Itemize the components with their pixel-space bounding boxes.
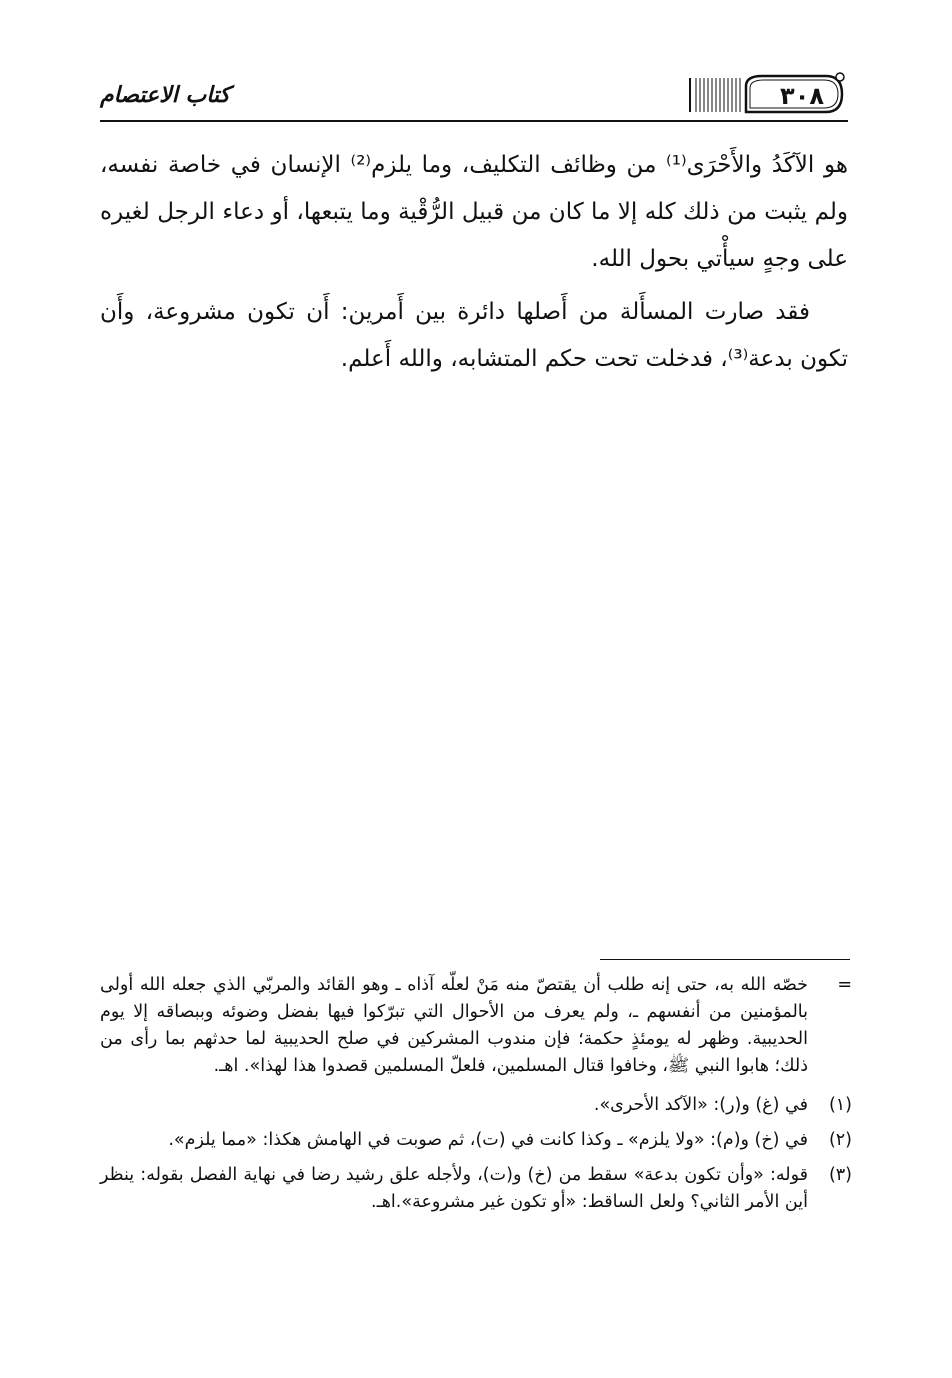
footnote-marker: = <box>837 975 852 995</box>
main-text <box>100 142 848 389</box>
footnote <box>100 1127 852 1154</box>
footnote <box>100 1092 852 1119</box>
footnote-marker: (١) <box>828 1095 852 1115</box>
paragraph: فقد صارت المسأَلة من أَصلها دائرة بين أَمرين: أَن تكون مشروعة، وأَن تكون بدعة⁽³⁾، فدخلت تحت حكم المتشابه، والله أَعلم. <box>100 299 848 372</box>
header-rule <box>100 120 848 122</box>
running-header <box>100 70 848 126</box>
footnote-text: خصّه الله به، حتى إنه طلب أن يقتصّ منه مَنْ لعلّه آذاه ـ وهو القائد والمربّي الذي جعله الله أولى بالمؤمنين من أنفسهم ـ، ولم يعرف من الأحوال التي تبرّكوا فيها بفضل وضوئه وببصاقه إلا يوم الحديبية. وظهر له يومئذٍ حكمة؛ فإن مندوب المشركين في صلح الحديبية لما حدثهم بما رأى من ذلك؛ هابوا النبي ﷺ، وخافوا قتال المسلمين، فلعلّ المسلمين قصدوا هذا لهذا». اهـ. <box>100 975 808 1076</box>
ornament-frame-icon <box>688 72 848 116</box>
paragraph: هو الآكَدُ والأَحْرَى⁽¹⁾ من وظائف التكليف، وما يلزم⁽²⁾ الإنسان في خاصة نفسه، ولم يثبت من ذلك كله إلا ما كان من قبيل الرُّقْية وما يتبعها، أو دعاء الرجل لغيره على وجهٍ سيأْتي بحول الله. <box>100 152 848 272</box>
page-number: ٣٠٨ <box>780 82 824 110</box>
footnote-text: في (خ) و(م): «ولا يلزم» ـ وكذا كانت في (ت)، ثم صوبت في الهامش هكذا: «مما يلزم». <box>168 1130 808 1150</box>
page-number-frame <box>688 72 848 116</box>
footnote-text: في (غ) و(ر): «الآكد الأحرى». <box>593 1095 808 1115</box>
footnote <box>100 1162 852 1216</box>
footnotes <box>100 972 852 1224</box>
book-title: كتاب الاعتصام <box>100 82 231 108</box>
footnote-separator <box>600 959 850 960</box>
footnote-continued <box>100 972 852 1084</box>
footnote-marker: (٣) <box>828 1165 852 1185</box>
footnote-text: قوله: «وأن تكون بدعة» سقط من (خ) و(ت)، ولأجله علق رشيد رضا في نهاية الفصل بقوله: ينظر أين الأمر الثاني؟ ولعل الساقط: «أو تكون غير مشروعة».اهـ. <box>100 1165 808 1212</box>
footnote-marker: (٢) <box>828 1130 852 1150</box>
